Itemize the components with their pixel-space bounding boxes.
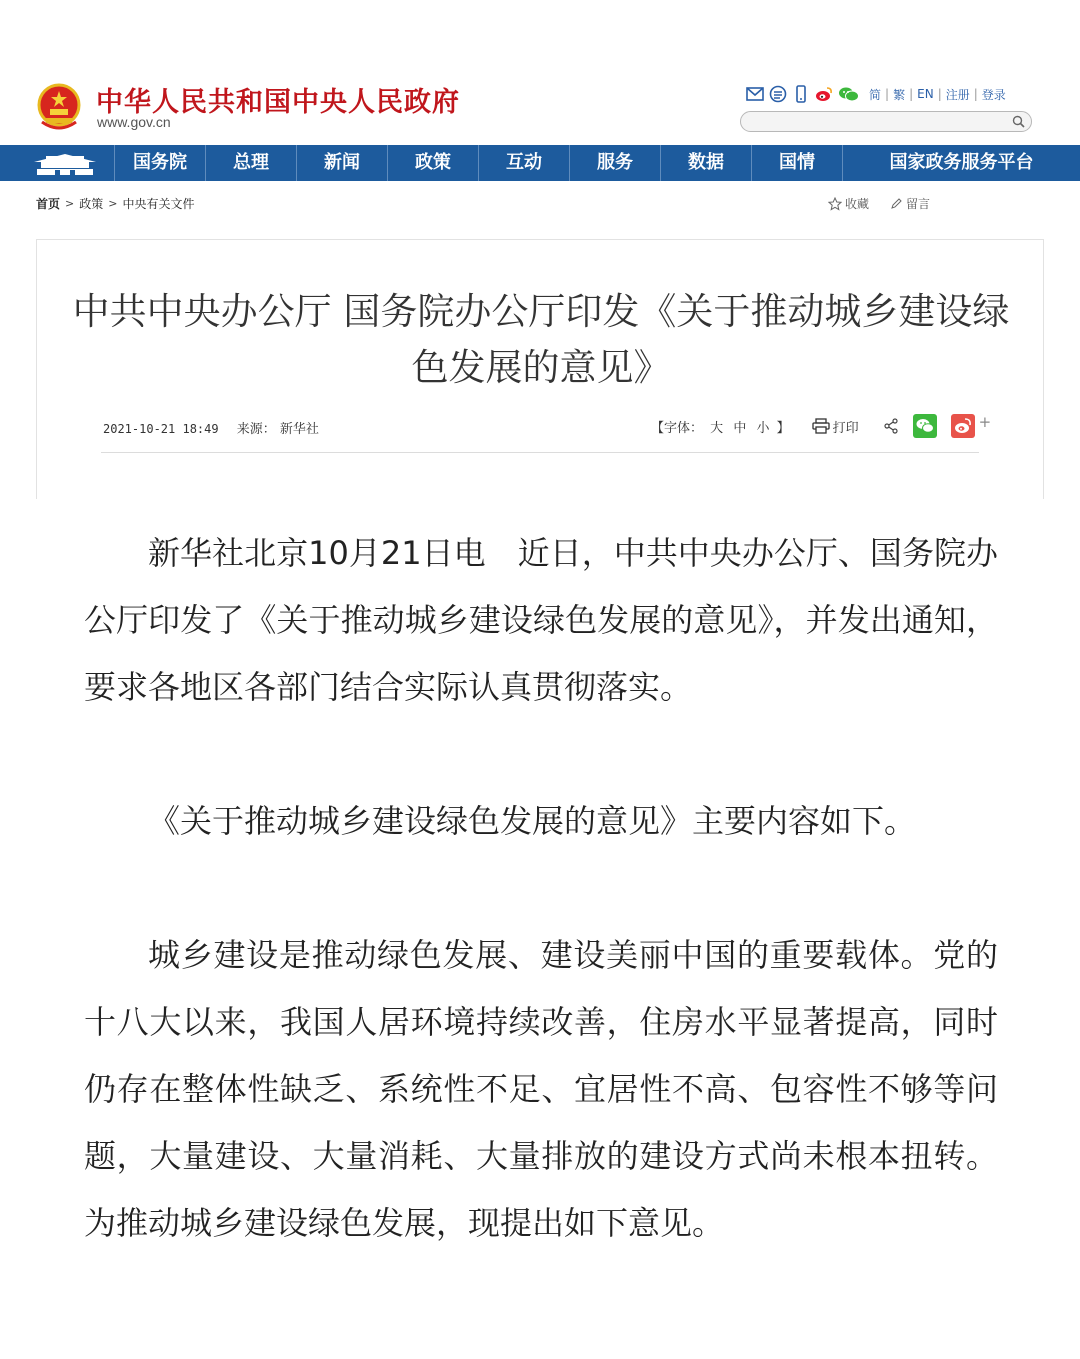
font-label-close: 】 bbox=[776, 420, 790, 436]
wechat-icon bbox=[913, 414, 937, 438]
simplified-chinese-link[interactable]: 简 bbox=[869, 87, 882, 102]
login-link[interactable]: 登录 bbox=[981, 87, 1006, 102]
print-button[interactable] bbox=[812, 417, 859, 436]
source-label: 来源： bbox=[236, 422, 276, 437]
article-body bbox=[84, 520, 998, 1257]
comment-label: 留言 bbox=[906, 197, 931, 211]
nav-item-data[interactable]: 数据 bbox=[661, 145, 752, 181]
nav-item-interaction[interactable]: 互动 bbox=[479, 145, 570, 181]
site-name[interactable]: 中华人民共和国中央人民政府 bbox=[96, 87, 460, 118]
header-tools bbox=[746, 84, 1010, 104]
breadcrumb-separator: > bbox=[108, 197, 118, 210]
favorite-button[interactable] bbox=[828, 195, 869, 212]
breadcrumb-home[interactable]: 首页 bbox=[36, 197, 61, 211]
font-medium-button[interactable]: 中 bbox=[733, 420, 747, 436]
more-share-button[interactable]: + bbox=[978, 413, 992, 431]
national-emblem-icon[interactable] bbox=[36, 82, 82, 132]
register-link[interactable]: 注册 bbox=[945, 87, 970, 102]
tool-separator: | bbox=[909, 87, 914, 101]
wechat-icon[interactable] bbox=[838, 85, 860, 103]
mail-icon[interactable] bbox=[746, 85, 764, 103]
search-input[interactable] bbox=[741, 114, 1001, 133]
rss-icon[interactable] bbox=[769, 85, 787, 103]
breadcrumb bbox=[36, 195, 194, 212]
share-icon[interactable] bbox=[883, 418, 899, 434]
nav-item-premier[interactable]: 总理 bbox=[206, 145, 297, 181]
mobile-icon[interactable] bbox=[792, 85, 810, 103]
paragraph-spacer bbox=[84, 855, 998, 922]
share-weibo-button[interactable] bbox=[951, 414, 975, 438]
nav-item-gov-service-platform[interactable]: 国家政务服务平台 bbox=[889, 152, 1034, 173]
nav-home[interactable] bbox=[0, 145, 115, 181]
publish-date: 2021-10-21 18:49 bbox=[103, 422, 219, 436]
weibo-icon bbox=[951, 414, 975, 438]
tool-separator: | bbox=[937, 87, 942, 101]
star-icon bbox=[828, 197, 842, 211]
breadcrumb-separator: > bbox=[65, 197, 75, 210]
article-paragraph: 城乡建设是推动绿色发展、建设美丽中国的重要载体。党的十八大以来，我国人居环境持续改善，住房水平显著提高，同时仍存在整体性缺乏、系统性不足、宜居性不高、包容性不够等问题，大量建设、大量消耗、大量排放的建设方式尚未根本扭转。为推动城乡建设绿色发展，现提出如下意见。 bbox=[84, 936, 998, 1242]
article-paragraph: 新华社北京10月21日电 近日，中共中央办公厅、国务院办公厅印发了《关于推动城乡建设绿色发展的意见》，并发出通知，要求各地区各部门结合实际认真贯彻落实。 bbox=[84, 534, 998, 706]
weibo-icon[interactable] bbox=[815, 85, 833, 103]
print-label: 打印 bbox=[832, 420, 859, 436]
favorite-label: 收藏 bbox=[845, 197, 870, 211]
share-wechat-button[interactable] bbox=[913, 414, 937, 438]
tool-separator: | bbox=[973, 87, 978, 101]
article-paragraph: 《关于推动城乡建设绿色发展的意见》主要内容如下。 bbox=[148, 802, 917, 840]
meta-divider bbox=[101, 452, 979, 453]
article-header-card bbox=[36, 239, 1044, 499]
nav-item-policy[interactable]: 政策 bbox=[388, 145, 479, 181]
search-icon[interactable] bbox=[1012, 115, 1025, 128]
site-header bbox=[0, 0, 1080, 145]
breadcrumb-policy[interactable]: 政策 bbox=[79, 197, 104, 211]
article-tools bbox=[651, 412, 991, 440]
search-box bbox=[740, 111, 1032, 132]
main-nav bbox=[0, 145, 1080, 181]
nav-item-state-council[interactable]: 国务院 bbox=[115, 145, 206, 181]
tiananmen-icon bbox=[0, 145, 115, 181]
nav-item-services[interactable]: 服务 bbox=[570, 145, 661, 181]
nav-item-national-info[interactable]: 国情 bbox=[752, 145, 843, 181]
comment-button[interactable] bbox=[889, 195, 930, 212]
font-large-button[interactable]: 大 bbox=[710, 420, 724, 436]
pencil-icon bbox=[889, 197, 903, 211]
site-url: www.gov.cn bbox=[97, 114, 171, 130]
font-label: 【字体： bbox=[651, 420, 704, 436]
tool-separator: | bbox=[885, 87, 890, 101]
font-small-button[interactable]: 小 bbox=[756, 420, 770, 436]
breadcrumb-central-docs[interactable]: 中央有关文件 bbox=[122, 197, 195, 211]
english-link[interactable]: EN bbox=[917, 87, 934, 101]
font-size-control bbox=[651, 417, 790, 436]
source-name: 新华社 bbox=[279, 422, 319, 437]
article-meta bbox=[103, 418, 319, 437]
traditional-chinese-link[interactable]: 繁 bbox=[893, 87, 906, 102]
article-title: 中共中央办公厅 国务院办公厅印发《关于推动城乡建设绿色发展的意见》 bbox=[72, 290, 1010, 389]
page-actions bbox=[828, 195, 950, 212]
printer-icon bbox=[812, 418, 830, 434]
nav-item-news[interactable]: 新闻 bbox=[297, 145, 388, 181]
paragraph-spacer bbox=[84, 721, 998, 788]
